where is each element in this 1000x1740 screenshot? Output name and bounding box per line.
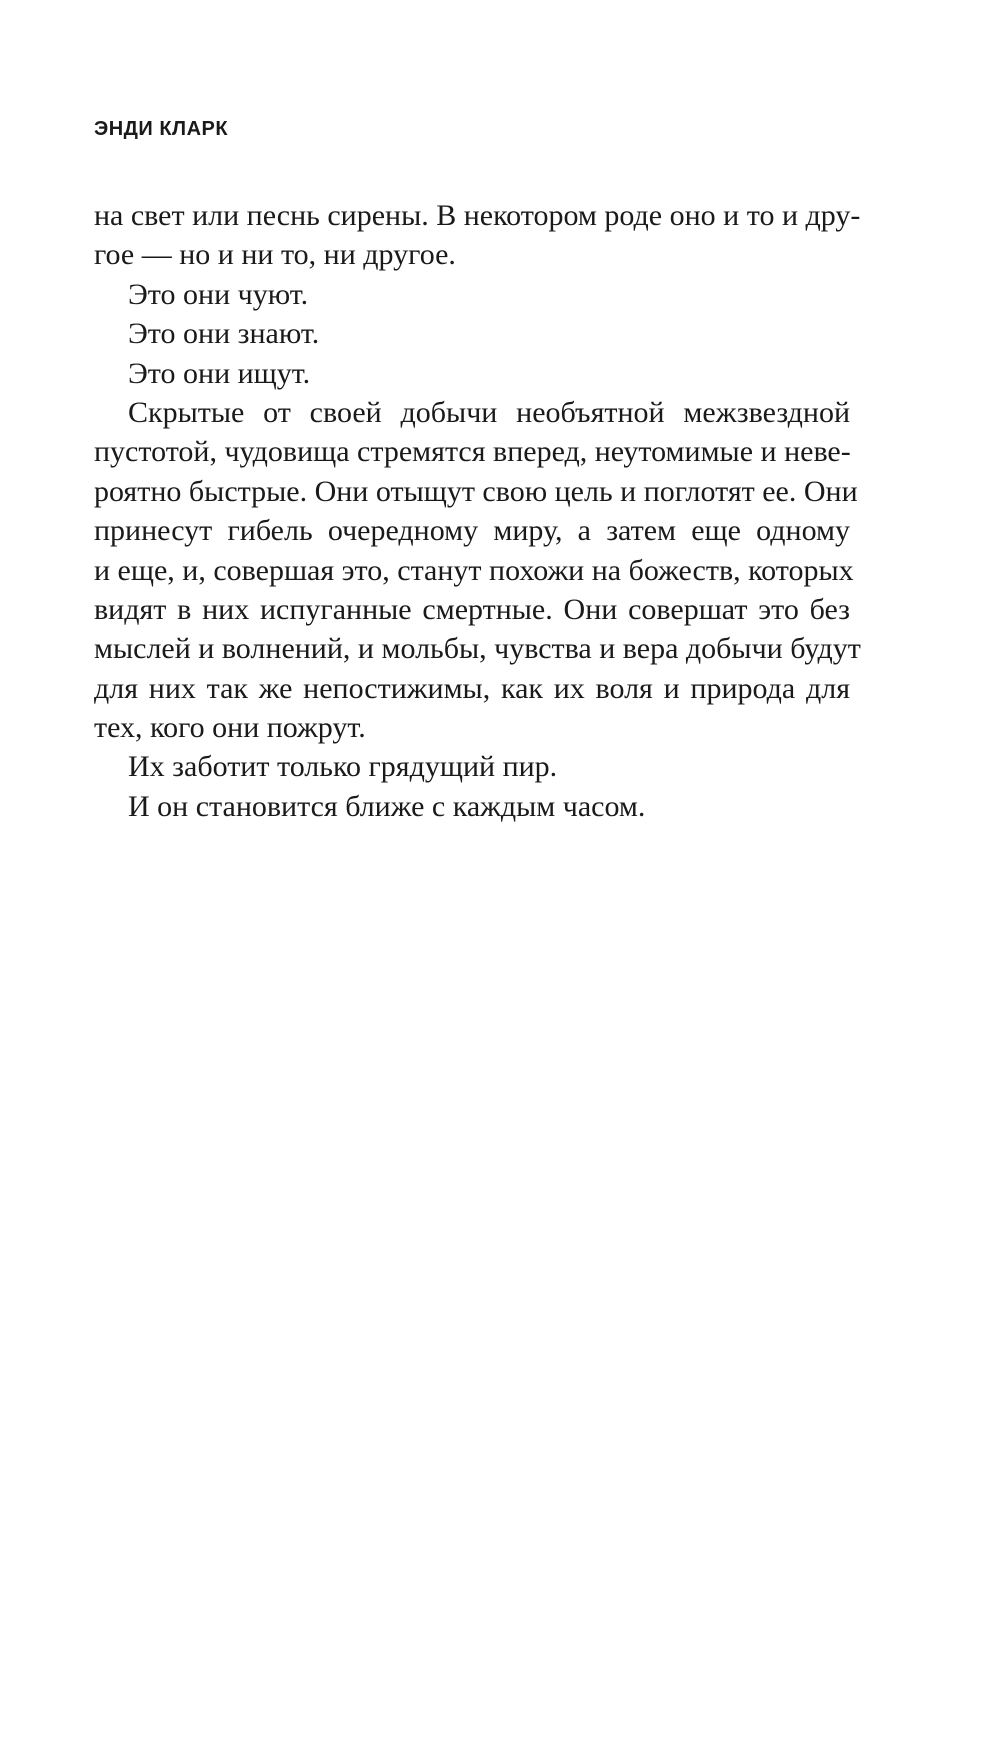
- paragraph-line: Скрытые от своей добычи необъятной межзвездной: [128, 395, 850, 429]
- text-line: и еще, и, совершая это, станут похожи на божеств, которых: [94, 553, 854, 587]
- text-line: принесут гибель очередному миру, а затем еще одному: [94, 514, 850, 548]
- paragraph-line: Их заботит только грядущий пир.: [128, 750, 558, 784]
- paragraph-line: Это они ищут.: [128, 356, 311, 390]
- text-line: пустотой, чудовища стремятся вперед, неутомимые и неве-: [94, 435, 851, 469]
- text-line: на свет или песнь сирены. В некотором роде оно и то и дру-: [94, 199, 861, 232]
- paragraph-line: Это они чуют.: [128, 277, 309, 311]
- body-text: [94, 196, 861, 826]
- text-line: мыслей и волнений, и мольбы, чувства и вера добычи будут: [94, 632, 861, 666]
- text-line: видят в них испуганные смертные. Они совершат это без: [94, 592, 850, 626]
- paragraph-line: И он становится ближе с каждым часом.: [128, 789, 646, 823]
- running-head-author: ЭНДИ КЛАРК: [94, 118, 229, 140]
- paragraph-line: Это они знают.: [128, 317, 320, 351]
- text-line: роятно быстрые. Они отыщут свою цель и поглотят ее. Они: [94, 474, 858, 508]
- text-line: гое — но и ни то, ни другое.: [94, 238, 456, 272]
- text-line: для них так же непостижимы, как их воля и природа для: [94, 671, 850, 705]
- text-line: тех, кого они пожрут.: [94, 711, 366, 745]
